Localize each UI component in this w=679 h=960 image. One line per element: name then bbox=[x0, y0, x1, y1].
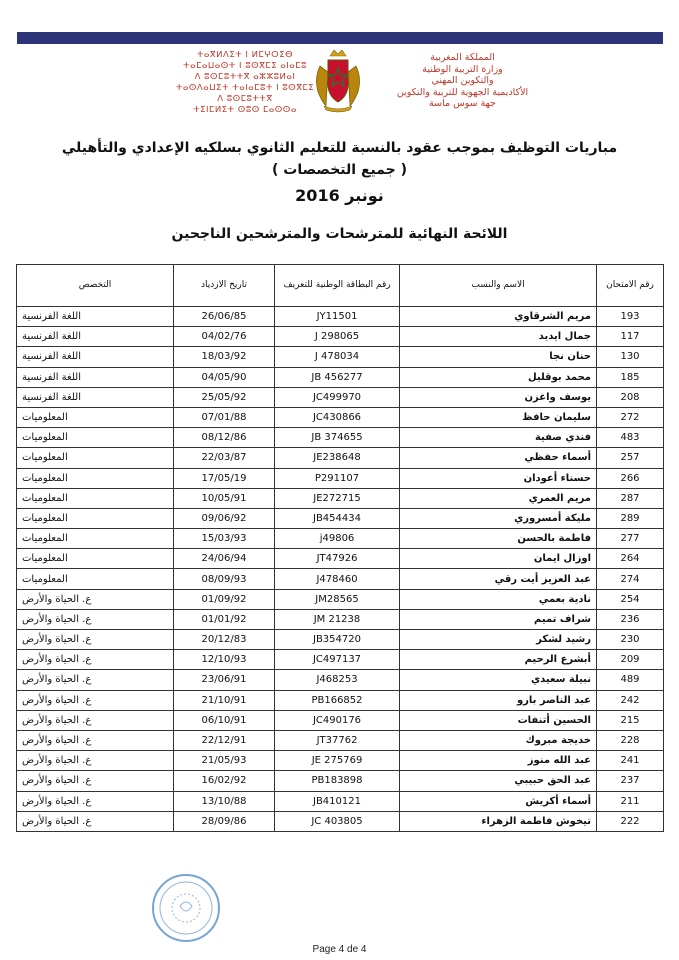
cell-birth-date: 20/12/83 bbox=[174, 630, 275, 650]
cell-exam-number: 236 bbox=[597, 609, 664, 629]
cell-national-id: JE272715 bbox=[275, 488, 400, 508]
cell-birth-date: 08/09/93 bbox=[174, 569, 275, 589]
cell-specialty: ع. الحياة والأرض bbox=[17, 811, 174, 831]
cell-birth-date: 07/01/88 bbox=[174, 407, 275, 427]
cell-specialty: ع. الحياة والأرض bbox=[17, 751, 174, 771]
arabic-header-line: وزارة التربية الوطنية bbox=[422, 63, 503, 75]
table-row bbox=[17, 448, 664, 468]
cell-national-id: JC490176 bbox=[275, 710, 400, 730]
cell-exam-number: 241 bbox=[597, 751, 664, 771]
cell-national-id: JM 21238 bbox=[275, 609, 400, 629]
arabic-header-line: المملكة المغربية bbox=[430, 52, 495, 63]
table-header-row bbox=[17, 265, 664, 307]
cell-full-name: يوسف واغزن bbox=[400, 387, 597, 407]
cell-full-name: حنان نجا bbox=[400, 347, 597, 367]
cell-specialty: المعلوميات bbox=[17, 468, 174, 488]
cell-specialty: المعلوميات bbox=[17, 529, 174, 549]
cell-full-name: عبد الحق حبيبي bbox=[400, 771, 597, 791]
cell-exam-number: 228 bbox=[597, 730, 664, 750]
tifinagh-line: ⵜⴰⴳⵍⴷⵉⵜ ⵏ ⵍⵎⵖⵔⵉⴱ bbox=[196, 50, 294, 60]
cell-specialty: ع. الحياة والأرض bbox=[17, 670, 174, 690]
header-exam-number: رقم الامتحان bbox=[597, 265, 664, 307]
cell-exam-number: 289 bbox=[597, 508, 664, 528]
table-row bbox=[17, 751, 664, 771]
cell-specialty: اللغة الفرنسية bbox=[17, 307, 174, 327]
cell-national-id: JT37762 bbox=[275, 730, 400, 750]
cell-exam-number: 230 bbox=[597, 630, 664, 650]
cell-birth-date: 17/05/19 bbox=[174, 468, 275, 488]
cell-national-id: JT47926 bbox=[275, 549, 400, 569]
cell-full-name: مريم العمري bbox=[400, 488, 597, 508]
cell-full-name: حسناء أعودان bbox=[400, 468, 597, 488]
table-row bbox=[17, 670, 664, 690]
cell-full-name: عبد الله منوز bbox=[400, 751, 597, 771]
tifinagh-line: ⴷ ⵓⵙⵎⵓⵜⵜⴳ bbox=[217, 94, 273, 104]
cell-birth-date: 28/09/86 bbox=[174, 811, 275, 831]
cell-specialty: ع. الحياة والأرض bbox=[17, 589, 174, 609]
table-row bbox=[17, 771, 664, 791]
cell-exam-number: 130 bbox=[597, 347, 664, 367]
cell-full-name: شراف تميم bbox=[400, 609, 597, 629]
cell-full-name: محمد بوقليل bbox=[400, 367, 597, 387]
cell-national-id: JC430866 bbox=[275, 407, 400, 427]
cell-exam-number: 215 bbox=[597, 710, 664, 730]
cell-birth-date: 01/09/92 bbox=[174, 589, 275, 609]
cell-specialty: اللغة الفرنسية bbox=[17, 367, 174, 387]
cell-specialty: ع. الحياة والأرض bbox=[17, 650, 174, 670]
cell-exam-number: 208 bbox=[597, 387, 664, 407]
cell-specialty: اللغة الفرنسية bbox=[17, 387, 174, 407]
cell-specialty: المعلوميات bbox=[17, 508, 174, 528]
cell-national-id: j49806 bbox=[275, 529, 400, 549]
cell-exam-number: 489 bbox=[597, 670, 664, 690]
cell-exam-number: 266 bbox=[597, 468, 664, 488]
royal-coat-of-arms-icon bbox=[312, 48, 364, 114]
cell-birth-date: 09/06/92 bbox=[174, 508, 275, 528]
cell-national-id: JM28565 bbox=[275, 589, 400, 609]
page-indicator: Page 4 de 4 bbox=[312, 944, 367, 955]
cell-full-name: عبد الناصر بارو bbox=[400, 690, 597, 710]
cell-specialty: ع. الحياة والأرض bbox=[17, 791, 174, 811]
table-row bbox=[17, 609, 664, 629]
cell-birth-date: 10/05/91 bbox=[174, 488, 275, 508]
table-row bbox=[17, 529, 664, 549]
top-color-band bbox=[17, 32, 663, 44]
cell-birth-date: 24/06/94 bbox=[174, 549, 275, 569]
cell-specialty: ع. الحياة والأرض bbox=[17, 771, 174, 791]
cell-birth-date: 21/05/93 bbox=[174, 751, 275, 771]
cell-exam-number: 117 bbox=[597, 327, 664, 347]
cell-full-name: أسماء أكريش bbox=[400, 791, 597, 811]
tifinagh-line: ⵜⵉⵏⵎⵍⵉⵜ ⵙⵓⵙ ⵎⴰⵙⵙⴰ bbox=[193, 105, 297, 115]
table-row bbox=[17, 468, 664, 488]
cell-specialty: المعلوميات bbox=[17, 407, 174, 427]
cell-specialty: ع. الحياة والأرض bbox=[17, 730, 174, 750]
cell-national-id: JE238648 bbox=[275, 448, 400, 468]
cell-full-name: أسماء حفظي bbox=[400, 448, 597, 468]
table-row bbox=[17, 407, 664, 427]
cell-national-id: JB410121 bbox=[275, 791, 400, 811]
table-row bbox=[17, 307, 664, 327]
cell-full-name: نادية بعمي bbox=[400, 589, 597, 609]
cell-specialty: ع. الحياة والأرض bbox=[17, 609, 174, 629]
cell-exam-number: 257 bbox=[597, 448, 664, 468]
cell-birth-date: 22/03/87 bbox=[174, 448, 275, 468]
document-subtitle: ( جميع التخصصات ) bbox=[272, 162, 407, 178]
table-row bbox=[17, 387, 664, 407]
official-stamp-icon bbox=[150, 872, 222, 944]
arabic-header-line: الأكاديمية الجهوية للتربية والتكوين bbox=[396, 86, 529, 98]
list-title: اللائحة النهائية للمترشحات والمترشحين الناجحين bbox=[171, 226, 508, 242]
cell-national-id: J478460 bbox=[275, 569, 400, 589]
cell-full-name: اوزال ايمان bbox=[400, 549, 597, 569]
cell-national-id: JB354720 bbox=[275, 630, 400, 650]
cell-birth-date: 16/02/92 bbox=[174, 771, 275, 791]
table-row bbox=[17, 589, 664, 609]
cell-birth-date: 01/01/92 bbox=[174, 609, 275, 629]
cell-specialty: المعلوميات bbox=[17, 448, 174, 468]
table-row bbox=[17, 690, 664, 710]
cell-national-id: JB 456277 bbox=[275, 367, 400, 387]
cell-national-id: JB454434 bbox=[275, 508, 400, 528]
document-title: مباريات التوظيف بموجب عقود بالنسبة للتعليم الثانوي بسلكيه الإعدادي والتأهيلي bbox=[61, 140, 618, 156]
cell-full-name: تيخوش فاطمة الزهراء bbox=[400, 811, 597, 831]
cell-national-id: JY11501 bbox=[275, 307, 400, 327]
cell-exam-number: 264 bbox=[597, 549, 664, 569]
cell-birth-date: 21/10/91 bbox=[174, 690, 275, 710]
tifinagh-header bbox=[175, 50, 315, 116]
cell-specialty: المعلوميات bbox=[17, 488, 174, 508]
cell-national-id: JE 275769 bbox=[275, 751, 400, 771]
cell-birth-date: 26/06/85 bbox=[174, 307, 275, 327]
cell-specialty: المعلوميات bbox=[17, 549, 174, 569]
arabic-header-line: جهة سوس ماسة bbox=[429, 98, 496, 109]
cell-birth-date: 06/10/91 bbox=[174, 710, 275, 730]
table-row bbox=[17, 549, 664, 569]
cell-exam-number: 222 bbox=[597, 811, 664, 831]
table-row bbox=[17, 327, 664, 347]
cell-national-id: JC499970 bbox=[275, 387, 400, 407]
cell-national-id: J 298065 bbox=[275, 327, 400, 347]
cell-full-name: نبيلة سعيدي bbox=[400, 670, 597, 690]
tifinagh-line: ⵜⴰⵙⴷⴰⵡⵉⵜ ⵜⴰⵏⴰⵎⵓⵜ ⵏ ⵓⵙⴳⵎⵉ bbox=[175, 83, 315, 93]
header-full-name: الاسم والنسب bbox=[400, 265, 597, 307]
table-row bbox=[17, 428, 664, 448]
cell-specialty: اللغة الفرنسية bbox=[17, 347, 174, 367]
cell-birth-date: 04/02/76 bbox=[174, 327, 275, 347]
results-table bbox=[16, 264, 664, 832]
table-row bbox=[17, 508, 664, 528]
cell-national-id: P291107 bbox=[275, 468, 400, 488]
cell-specialty: المعلوميات bbox=[17, 428, 174, 448]
cell-birth-date: 04/05/90 bbox=[174, 367, 275, 387]
cell-exam-number: 193 bbox=[597, 307, 664, 327]
cell-exam-number: 287 bbox=[597, 488, 664, 508]
table-row bbox=[17, 347, 664, 367]
cell-exam-number: 185 bbox=[597, 367, 664, 387]
tifinagh-line: ⴷ ⵓⵙⵎⵓⵜⵜⴳ ⴰⵣⵣⵓⵍⴰⵏ bbox=[194, 72, 296, 82]
header-birth-date: تاريخ الازدياد bbox=[174, 265, 275, 307]
cell-national-id: PB183898 bbox=[275, 771, 400, 791]
cell-specialty: اللغة الفرنسية bbox=[17, 327, 174, 347]
cell-exam-number: 254 bbox=[597, 589, 664, 609]
header-specialty: التخصص bbox=[17, 265, 174, 307]
cell-full-name: سليمان حافظ bbox=[400, 407, 597, 427]
cell-full-name: فاطمة بالحسن bbox=[400, 529, 597, 549]
cell-national-id: PB166852 bbox=[275, 690, 400, 710]
cell-birth-date: 08/12/86 bbox=[174, 428, 275, 448]
table-row bbox=[17, 488, 664, 508]
cell-exam-number: 242 bbox=[597, 690, 664, 710]
cell-exam-number: 483 bbox=[597, 428, 664, 448]
cell-full-name: مليكة أمسروري bbox=[400, 508, 597, 528]
table-row bbox=[17, 791, 664, 811]
cell-specialty: ع. الحياة والأرض bbox=[17, 630, 174, 650]
table-row bbox=[17, 730, 664, 750]
table-row bbox=[17, 710, 664, 730]
cell-full-name: مريم الشرقاوي bbox=[400, 307, 597, 327]
cell-full-name: جمال ايديد bbox=[400, 327, 597, 347]
cell-birth-date: 25/05/92 bbox=[174, 387, 275, 407]
cell-birth-date: 15/03/93 bbox=[174, 529, 275, 549]
table-body bbox=[17, 307, 664, 832]
tifinagh-line: ⵜⴰⵎⴰⵡⴰⵙⵜ ⵏ ⵓⵙⴳⵎⵉ ⴰⵏⴰⵎⵓ bbox=[183, 61, 307, 71]
cell-full-name: عبد العزيز أيت رقي bbox=[400, 569, 597, 589]
cell-exam-number: 277 bbox=[597, 529, 664, 549]
cell-full-name: الحسين أتنفات bbox=[400, 710, 597, 730]
cell-birth-date: 23/06/91 bbox=[174, 670, 275, 690]
letterhead bbox=[0, 44, 679, 122]
cell-exam-number: 274 bbox=[597, 569, 664, 589]
cell-full-name: رشيد لشكر bbox=[400, 630, 597, 650]
cell-birth-date: 18/03/92 bbox=[174, 347, 275, 367]
cell-full-name: خديجة مبروك bbox=[400, 730, 597, 750]
table-row bbox=[17, 569, 664, 589]
arabic-header-line: والتكوين المهني bbox=[431, 75, 494, 86]
table-row bbox=[17, 630, 664, 650]
cell-specialty: ع. الحياة والأرض bbox=[17, 690, 174, 710]
cell-national-id: JC497137 bbox=[275, 650, 400, 670]
cell-exam-number: 209 bbox=[597, 650, 664, 670]
cell-birth-date: 22/12/91 bbox=[174, 730, 275, 750]
cell-full-name: فندي صفية bbox=[400, 428, 597, 448]
cell-specialty: ع. الحياة والأرض bbox=[17, 710, 174, 730]
document-date: نونبر 2016 bbox=[295, 186, 384, 205]
cell-national-id: JC 403805 bbox=[275, 811, 400, 831]
cell-specialty: المعلوميات bbox=[17, 569, 174, 589]
arabic-header bbox=[380, 52, 545, 110]
cell-national-id: J 478034 bbox=[275, 347, 400, 367]
cell-birth-date: 13/10/88 bbox=[174, 791, 275, 811]
cell-exam-number: 272 bbox=[597, 407, 664, 427]
cell-national-id: J468253 bbox=[275, 670, 400, 690]
header-national-id: رقم البطاقة الوطنية للتعريف bbox=[275, 265, 400, 307]
cell-exam-number: 237 bbox=[597, 771, 664, 791]
cell-birth-date: 12/10/93 bbox=[174, 650, 275, 670]
cell-national-id: JB 374655 bbox=[275, 428, 400, 448]
table-row bbox=[17, 811, 664, 831]
cell-full-name: أبشرع الرحيم bbox=[400, 650, 597, 670]
cell-exam-number: 211 bbox=[597, 791, 664, 811]
table-row bbox=[17, 650, 664, 670]
table-row bbox=[17, 367, 664, 387]
